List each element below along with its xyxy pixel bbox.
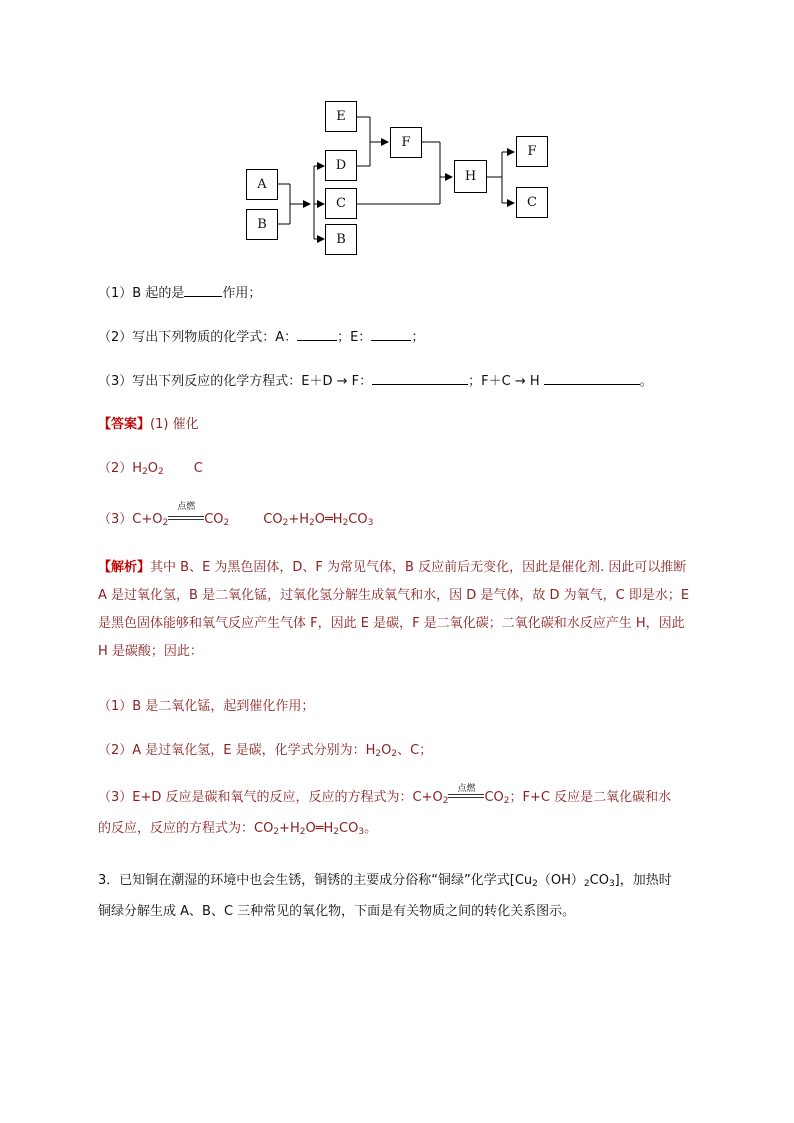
question-3-next bbox=[98, 867, 698, 926]
formula-part: H bbox=[132, 461, 143, 476]
answer-3-prefix: （3） bbox=[98, 512, 133, 527]
formula-sub: 3 bbox=[608, 879, 615, 889]
analysis-tag: 【解析】 bbox=[98, 560, 151, 575]
answer-blank bbox=[544, 370, 640, 385]
equation-right: CO bbox=[204, 512, 224, 527]
question-2-text: （2）写出下列物质的化学式：A： bbox=[98, 330, 298, 345]
formula-part: 。 bbox=[364, 821, 378, 836]
formula-sub: 2 bbox=[442, 796, 449, 806]
question-text: （OH） bbox=[537, 873, 584, 888]
analysis-point-3 bbox=[98, 784, 698, 846]
formula-part: CO bbox=[263, 512, 283, 527]
question-text: 铜绿分解生成 A、B、C 三种常见的氧化物，下面是有关物质之间的转化关系图示。 bbox=[98, 904, 576, 919]
question-3-text: （3）写出下列反应的化学方程式：E＋D → F： bbox=[98, 374, 373, 389]
formula-part: O bbox=[381, 743, 392, 758]
formula-sub: 2 bbox=[532, 879, 538, 889]
question-2 bbox=[98, 326, 424, 348]
formula-sub: 2 bbox=[162, 518, 169, 528]
box-b-mid: B bbox=[325, 224, 357, 255]
answer-tag: 【答案】 bbox=[98, 417, 151, 432]
question-text: ]，加热时 bbox=[614, 873, 672, 888]
box-c-mid: C bbox=[325, 188, 357, 219]
formula-part: +H bbox=[279, 821, 300, 836]
formula-part: CO bbox=[339, 821, 359, 836]
formula-part: O═H bbox=[314, 512, 343, 527]
formula-part: CO bbox=[484, 790, 504, 805]
formula-part: （2）A 是过氧化氢，E 是碳，化学式分别为：H bbox=[98, 743, 376, 758]
formula-sub: 2 bbox=[342, 518, 349, 528]
formula-sub: 2 bbox=[583, 879, 590, 889]
question-1-text: （1）B 起的是 bbox=[98, 286, 185, 301]
answer-1: (1) 催化 bbox=[150, 417, 199, 432]
question-3-mid: ；F＋C → H bbox=[468, 374, 540, 389]
condition-label: 点燃 bbox=[177, 502, 196, 512]
equation-left: C+O bbox=[132, 512, 163, 527]
answer-line-3 bbox=[98, 502, 374, 533]
condition-label: 点燃 bbox=[457, 784, 476, 794]
formula-part: O bbox=[147, 461, 159, 476]
equals-sign bbox=[448, 794, 484, 798]
answer-2-prefix: （2） bbox=[98, 461, 133, 476]
question-2-tail: ； bbox=[411, 330, 425, 345]
reaction-condition bbox=[168, 502, 204, 523]
formula-sub: 2 bbox=[282, 518, 289, 528]
box-d: D bbox=[325, 150, 357, 181]
answer-blank bbox=[372, 370, 468, 385]
question-2-mid: ；E： bbox=[337, 330, 372, 345]
reaction-flow-diagram bbox=[0, 0, 794, 270]
formula-sub: 2 bbox=[333, 827, 340, 837]
answer-blank bbox=[371, 326, 411, 341]
formula-sub: 2 bbox=[308, 518, 315, 528]
question-1 bbox=[98, 282, 261, 304]
box-b-left: B bbox=[246, 209, 278, 240]
formula-part: O═H bbox=[305, 821, 334, 836]
formula-sub: 2 bbox=[273, 827, 280, 837]
box-h: H bbox=[454, 160, 487, 193]
formula-part: ；F+C 反应是二氧化碳和水 bbox=[509, 790, 672, 805]
formula-part: +H bbox=[288, 512, 309, 527]
box-f-mid: F bbox=[390, 127, 422, 158]
formula-part: 、C； bbox=[397, 743, 433, 758]
formula-sub: 2 bbox=[158, 467, 164, 477]
formula-sub: 2 bbox=[223, 518, 230, 528]
box-e: E bbox=[325, 101, 357, 132]
analysis-line-2 bbox=[98, 741, 432, 764]
analysis-paragraph bbox=[98, 554, 698, 666]
equals-sign bbox=[168, 516, 204, 520]
answer-blank bbox=[297, 326, 337, 341]
analysis-point-1: （1）B 是二氧化锰，起到催化作用； bbox=[98, 699, 315, 714]
question-text: 3．已知铜在潮湿的环境中也会生锈，铜锈的主要成分俗称“铜绿”化学式[Cu bbox=[98, 873, 533, 888]
formula-part: （3）E+D 反应是碳和氧气的反应，反应的方程式为：C+O bbox=[98, 790, 443, 805]
question-text: CO bbox=[589, 873, 609, 888]
formula-sub: 3 bbox=[367, 518, 374, 528]
formula-sub: 2 bbox=[142, 467, 148, 477]
question-1-tail: 作用； bbox=[222, 286, 262, 301]
formula-sub: 2 bbox=[391, 749, 398, 759]
formula-sub: 2 bbox=[375, 749, 382, 759]
box-a: A bbox=[246, 169, 278, 200]
box-c-right: C bbox=[516, 187, 548, 218]
analysis-text: 其中 B、E 为黑色固体，D、F 为常见气体，B 反应前后无变化，因此是催化剂. 因此可以推断 A 是过氧化氢，B 是二氧化锰，过氧化氢分解生成氧气和水，因 D 是气体，故 D 为氧气，C 即是水；E 是黑色固体能够和氧气反应产生气体 F，因此 E 是碳，F 是二氧化碳；二氧化碳和水反应产生 H，因此 H 是碳酸；因此： bbox=[98, 560, 690, 659]
question-3 bbox=[98, 370, 653, 392]
analysis-line-1 bbox=[98, 697, 314, 717]
formula-part: CO bbox=[348, 512, 368, 527]
reaction-condition bbox=[448, 784, 484, 801]
answer-line-2 bbox=[98, 459, 203, 482]
answer-line-1 bbox=[98, 415, 199, 435]
question-3-tail: 。 bbox=[639, 374, 653, 389]
formula-sub: 2 bbox=[503, 796, 510, 806]
formula-carbon: C bbox=[193, 461, 203, 476]
formula-part: 的反应，反应的方程式为：CO bbox=[98, 821, 274, 836]
formula-sub: 2 bbox=[299, 827, 306, 837]
answer-blank bbox=[184, 282, 222, 297]
formula-sub: 3 bbox=[358, 827, 365, 837]
box-f-right: F bbox=[516, 136, 548, 167]
